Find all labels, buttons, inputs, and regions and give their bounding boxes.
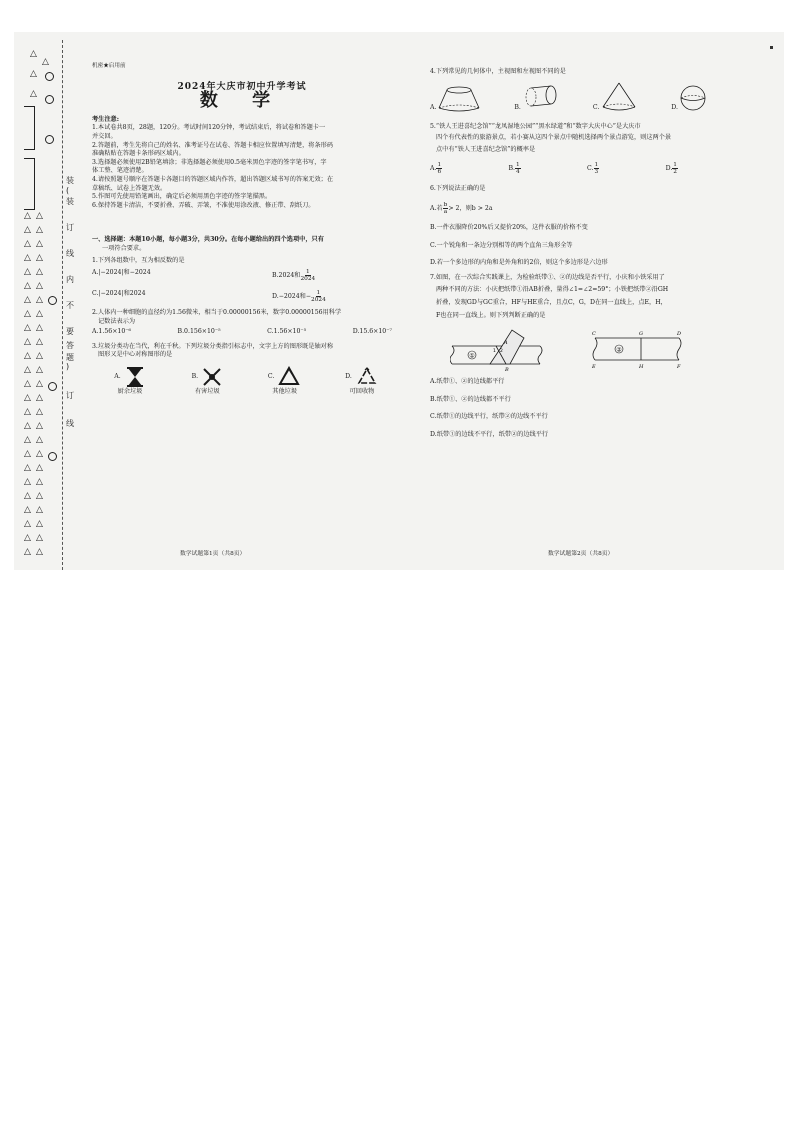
triangle-icon: △: [36, 421, 43, 431]
question-stem: 6.下列说法正确的是: [430, 185, 486, 193]
frustum-icon: [436, 85, 482, 113]
triangle-icon: △: [24, 491, 31, 501]
point-label: H: [638, 364, 643, 371]
triangle-icon: △: [36, 295, 43, 305]
triangle-icon: △: [36, 435, 43, 445]
strip-number-label: ②: [615, 346, 622, 354]
option-a: A.|−2024|和−2024: [92, 269, 151, 277]
sphere-icon: [678, 83, 708, 113]
option-d: D.15.6×10⁻⁷: [352, 328, 392, 336]
notice-item: 4.请按照题号顺序在答题卡各题目的答题区域内作答，超出答题区域书写的答案无效；在: [92, 175, 334, 183]
triangle-icon: △: [36, 463, 43, 473]
option-b: [272, 269, 392, 282]
question-stem: 点中有“铁人王进喜纪念馆”的概率是: [436, 145, 536, 153]
triangle-icon: △: [24, 239, 31, 249]
option-letter: D.: [665, 165, 673, 173]
icon-label: 厨余垃圾: [117, 388, 143, 396]
question-stem: 7.如图，在一次综合实践课上，为检验纸带①、②的边线是否平行，小庆和小铁采用了: [430, 273, 665, 281]
triangle-icon: △: [36, 267, 43, 277]
triangle-icon: △: [36, 393, 43, 403]
binding-char: 订: [66, 391, 74, 400]
circle-icon: [48, 382, 57, 391]
fraction: [436, 162, 442, 175]
bracket-mark: [24, 106, 35, 150]
denominator: a: [443, 208, 448, 215]
page-2: [430, 68, 708, 440]
cone-icon: [599, 81, 639, 113]
triangle-icon: △: [36, 449, 43, 459]
numerator: 1: [316, 290, 321, 297]
point-label: B: [504, 367, 509, 373]
q7-figures: [430, 328, 708, 372]
section-heading-line: 一项符合要求。: [102, 244, 146, 252]
denominator: 2024: [300, 276, 316, 283]
option-b: B.0.156×10⁻⁵: [177, 328, 221, 336]
triangle-icon: △: [24, 505, 31, 515]
triangle-icon: △: [24, 323, 31, 333]
triangle-icon: △: [42, 57, 49, 67]
binding-cut-line: [62, 40, 63, 570]
notice-item: 2.答题前，考生先将自己的姓名、准考证号在试卷、答题卡相应位置填写清楚，将条形码: [92, 141, 334, 149]
question-7: [430, 274, 708, 440]
option-c: [255, 366, 315, 397]
triangle-icon: △: [36, 239, 43, 249]
triangle-icon: △: [36, 365, 43, 375]
subject-title: 数 学: [199, 90, 285, 112]
option-letter: A.: [430, 104, 437, 111]
option-a: A.纸带①、②的边线都平行: [430, 378, 505, 386]
fraction: [672, 162, 678, 175]
section-heading-line: 一、选择题：本题10小题，每小题3分，共30分。在每小题给出的四个选项中，只有: [92, 236, 324, 244]
cylinder-icon: [521, 83, 561, 113]
point-label: C: [591, 331, 596, 338]
fraction: [311, 290, 326, 303]
option-text: A.若: [430, 204, 443, 212]
option-text: B.2024和: [272, 272, 301, 280]
binding-char: ): [66, 362, 70, 371]
section-1-heading: [92, 236, 392, 253]
binding-char: 订: [66, 223, 74, 232]
triangle-icon: △: [24, 351, 31, 361]
option-a: [430, 85, 482, 113]
triangle-icon: △: [24, 379, 31, 389]
question-2: [92, 309, 392, 337]
angle-label: 1: [492, 349, 496, 355]
triangle-icon: △: [30, 69, 37, 79]
option-b: [514, 83, 561, 113]
question-1: [92, 257, 392, 304]
option-c: [593, 81, 639, 113]
triangle-icon: △: [36, 323, 43, 333]
option-a: [100, 366, 160, 397]
page-footer: 数学试题第1页（共8页）: [180, 551, 246, 557]
triangle-icon: △: [36, 211, 43, 221]
binding-char: (: [66, 186, 70, 195]
option-letter: D.: [671, 104, 678, 111]
triangle-icon: △: [36, 491, 43, 501]
fraction: [300, 269, 315, 282]
denominator: 6: [437, 169, 442, 176]
numerator: b: [443, 201, 448, 208]
option-b: [508, 162, 520, 175]
denominator: 3: [594, 169, 599, 176]
binding-char: 要: [66, 327, 74, 336]
notice-item: 体工整、笔迹清楚。: [92, 167, 148, 175]
hazardous-waste-icon: [201, 366, 223, 388]
question-stem: 两种不同的方法：小庆把纸带①沿AB折叠，量得∠1=∠2=59°；小铁把纸带②沿GH: [436, 286, 669, 294]
recyclable-icon: [355, 366, 379, 388]
triangle-icon: △: [36, 253, 43, 263]
option-letter: A.: [114, 372, 121, 380]
triangle-icon: △: [24, 337, 31, 347]
option-a: [430, 202, 708, 215]
icon-label: 其他垃圾: [272, 388, 298, 396]
other-waste-icon: [277, 366, 301, 388]
question-stem: F也在同一直线上。则下列判断正确的是: [436, 311, 546, 319]
option-c: C.|−2024|和2024: [92, 290, 146, 298]
option-letter: C.: [267, 372, 275, 380]
notice-item: 5.作图可先使用铅笔画出，确定后必须用黑色字迹的签字笔描黑。: [92, 193, 272, 201]
exam-title: 2024年大庆市初中升学考试: [177, 81, 307, 92]
triangle-icon: △: [24, 267, 31, 277]
triangle-icon: △: [24, 393, 31, 403]
question-stem: 2.人体内一种细胞的直径约为1.56微米，相当于0.00000156米，数字0.00000156用科学: [92, 309, 342, 317]
binding-char: 线: [66, 419, 74, 428]
triangle-icon: △: [24, 519, 31, 529]
binding-char: 题: [66, 353, 74, 362]
kitchen-waste-icon: [124, 366, 146, 388]
triangle-icon: △: [24, 225, 31, 235]
numerator: 1: [594, 162, 599, 169]
binding-char: 装: [66, 176, 74, 185]
triangle-icon: △: [24, 211, 31, 221]
strip-number-label: ①: [468, 352, 475, 360]
triangle-icon: △: [36, 379, 43, 389]
triangle-icon: △: [36, 309, 43, 319]
option-letter: C.: [587, 165, 594, 173]
binding-char: 内: [66, 275, 74, 284]
numerator: 1: [673, 162, 677, 169]
triangle-icon: △: [36, 351, 43, 361]
triangle-icon: △: [36, 547, 43, 557]
paper-strip-1-figure: [450, 328, 550, 372]
notice-item: 准确粘贴在答题卡条形码区域内。: [92, 150, 185, 158]
triangle-icon: △: [24, 463, 31, 473]
option-b: B.纸带①、②的边线都不平行: [430, 395, 511, 403]
question-stem: 1.下列各组数中，互为相反数的是: [92, 256, 185, 264]
question-stem: 折叠，发现GD与GC重合，HF与HE重合，且点C，G，D在同一直线上，点E，H，: [436, 298, 667, 306]
option-d: [671, 83, 708, 113]
option-letter: B.: [191, 372, 199, 380]
triangle-icon: △: [24, 533, 31, 543]
triangle-icon: △: [36, 407, 43, 417]
question-stem: 5.“铁人王进喜纪念馆”“龙凤湿地公园”“黑水绿道”和“数字大庆中心”是大庆市: [430, 122, 641, 130]
icon-label: 可回收物: [349, 388, 375, 396]
numerator: 1: [305, 269, 310, 276]
option-b: B.一件衣服降价20%后又提价20%，这件衣服的价格不变: [430, 223, 588, 231]
circle-icon: [48, 296, 57, 305]
triangle-icon: △: [36, 225, 43, 235]
option-letter: D.: [345, 372, 352, 380]
binding-char: 线: [66, 249, 74, 258]
triangle-icon: △: [24, 281, 31, 291]
triangle-icon: △: [24, 365, 31, 375]
notice-item: 并交回。: [92, 132, 117, 140]
option-letter: A.: [430, 165, 437, 173]
triangle-icon: △: [36, 519, 43, 529]
notice-heading: 考生注意:: [92, 115, 120, 123]
notice-item: 1.本试卷共8页，28题，120分。考试时间120分钟，考试结束后，将试卷和答题卡一: [92, 124, 326, 132]
question-stem: 记数法表示为: [98, 317, 136, 325]
numerator: 1: [437, 162, 442, 169]
triangle-icon: △: [24, 435, 31, 445]
option-c: C.一个锐角和一条边分别相等的两个直角三角形全等: [430, 241, 573, 249]
triangle-icon: △: [36, 505, 43, 515]
circle-icon: [45, 135, 54, 144]
option-c: [587, 162, 599, 175]
option-a: [430, 162, 442, 175]
denominator: 4: [516, 169, 520, 176]
option-a: A.1.56×10⁻⁶: [92, 328, 132, 336]
page-1: [92, 62, 392, 397]
triangle-icon: △: [36, 533, 43, 543]
option-b: [177, 366, 237, 397]
option-letter: B.: [508, 165, 515, 173]
notice-item: 草稿纸、试卷上答题无效。: [92, 184, 167, 192]
triangle-icon: △: [24, 309, 31, 319]
question-3: [92, 343, 392, 397]
option-d: [272, 290, 392, 303]
triangle-icon: △: [36, 477, 43, 487]
point-label: A: [503, 340, 508, 347]
notice-item: 6.保持答题卡清洁，不要折叠、弄破、弄皱，不准使用涂改液、修正带、刮纸刀。: [92, 201, 315, 209]
triangle-icon: △: [24, 547, 31, 557]
triangle-icon: △: [36, 337, 43, 347]
question-stem: 3.垃圾分类功在当代，利在千秋。下列垃圾分类指引标志中，文字上方的图形既是轴对称: [92, 342, 334, 350]
fraction: [515, 162, 521, 175]
question-stem: 四个有代表性的旅游景点，若小赛从这四个景点中随机选择两个景点游览，则这两个景: [436, 134, 672, 142]
option-d: [332, 366, 392, 397]
option-d: D.纸带①的边线不平行，纸带②的边线平行: [430, 430, 549, 438]
numerator: 1: [516, 162, 520, 169]
circle-icon: [45, 95, 54, 104]
triangle-icon: △: [24, 295, 31, 305]
triangle-icon: △: [24, 253, 31, 263]
circle-icon: [45, 72, 54, 81]
fraction: [594, 162, 600, 175]
option-text: D.−2024和−: [272, 293, 312, 301]
point-label: F: [676, 364, 680, 371]
point-label: D: [676, 331, 681, 338]
triangle-icon: △: [30, 49, 37, 59]
binding-char: 装: [66, 197, 74, 206]
question-stem: 4.下列常见的几何体中，主视图和左视图不同的是: [430, 68, 566, 75]
question-6: [430, 185, 708, 267]
denominator: 2024: [311, 297, 326, 304]
page-footer: 数学试题第2页（共8页）: [548, 551, 614, 557]
question-5: [430, 123, 708, 176]
angle-label: 2: [499, 349, 503, 355]
triangle-icon: △: [24, 421, 31, 431]
scan-speck: [770, 46, 773, 49]
point-label: E: [591, 364, 596, 371]
denominator: 2: [673, 169, 677, 176]
icon-label: 有害垃圾: [194, 388, 220, 396]
question-stem: 图形又是中心对称图形的是: [98, 351, 173, 359]
notice-block: [92, 116, 392, 211]
option-letter: C.: [592, 104, 600, 111]
option-d: [666, 162, 678, 175]
secret-label: 机密★启用前: [92, 63, 126, 69]
triangle-icon: △: [24, 477, 31, 487]
triangle-icon: △: [36, 281, 43, 291]
triangle-icon: △: [24, 449, 31, 459]
option-letter: B.: [514, 104, 521, 111]
binding-char: 不: [66, 301, 74, 310]
option-c: C.纸带①的边线平行，纸带②的边线不平行: [430, 413, 548, 421]
option-text: > 2，则b > 2a: [448, 204, 493, 212]
point-label: G: [638, 331, 643, 338]
paper-strip-2-figure: [589, 328, 689, 372]
bracket-mark: [24, 158, 35, 210]
notice-item: 3.选择题必须使用2B铅笔填涂；非选择题必须使用0.5毫米黑色字迹的签字笔书写，字: [92, 158, 327, 166]
question-4: [430, 68, 708, 113]
triangle-icon: △: [24, 407, 31, 417]
option-d: D.若一个多边形的内角和是外角和的2倍，则这个多边形是六边形: [430, 259, 608, 267]
circle-icon: [48, 452, 57, 461]
triangle-icon: △: [30, 89, 37, 99]
option-c: C.1.56×10⁻⁵: [267, 328, 307, 336]
binding-char: 答: [66, 341, 74, 350]
